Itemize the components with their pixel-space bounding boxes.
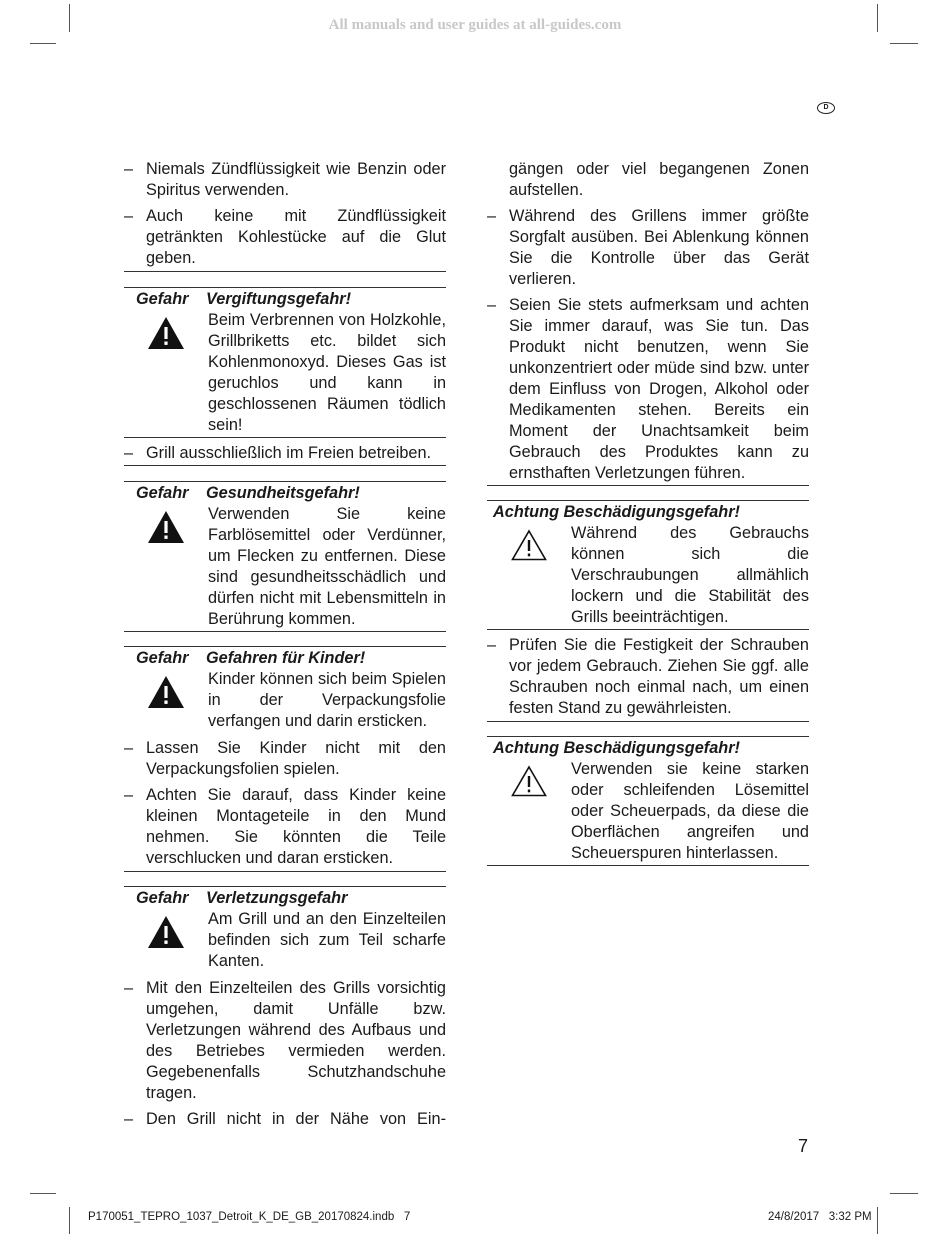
footer-file-name: P170051_TEPRO_1037_Detroit_K_DE_GB_20170824.indb 7	[88, 1211, 411, 1223]
caution-heading: Achtung Beschädigungsgefahr!	[493, 503, 740, 521]
divider	[487, 485, 809, 486]
caution-heading: Achtung Beschädigungsgefahr!	[493, 739, 740, 757]
dash: –	[487, 636, 497, 654]
divider	[124, 871, 446, 872]
list-item: – Während des Grillens immer größte Sorgfalt ausüben. Bei Ablenkung können Sie die Kontrolle über das Gerät verlieren.	[487, 207, 809, 288]
divider	[487, 721, 809, 722]
divider	[124, 271, 446, 272]
list-item: – Grill ausschließlich im Freien betreiben.	[124, 444, 432, 462]
dash: –	[124, 786, 134, 804]
dash: –	[124, 207, 134, 225]
warning-heading: Gefahr Gefahren für Kinder!	[136, 649, 366, 667]
dash: –	[124, 979, 134, 997]
list-item: – Den Grill nicht in der Nähe von Ein-	[124, 1110, 446, 1128]
divider	[124, 465, 446, 466]
warning-block-poisoning	[124, 287, 446, 438]
crop-mark	[890, 43, 918, 44]
caution-block-solvents	[487, 736, 809, 866]
danger-triangle-icon	[124, 909, 208, 972]
dash: –	[124, 739, 134, 757]
warning-block-children	[124, 646, 446, 733]
dash: –	[124, 444, 134, 462]
list-item: – Prüfen Sie die Festigkeit der Schrauben vor jedem Gebrauch. Ziehen Sie ggf. alle Schrauben noch einmal nach, um einen festen Stand zu gewährleisten.	[487, 636, 809, 717]
dash: –	[124, 1110, 134, 1128]
footer-date: 24/8/2017 3:32 PM	[768, 1211, 872, 1223]
right-column	[487, 159, 809, 871]
warning-block-health	[124, 480, 446, 632]
warning-heading: Gefahr Gesundheitsgefahr!	[136, 484, 360, 502]
crop-mark	[877, 1207, 878, 1234]
crop-mark	[30, 1193, 56, 1194]
left-column	[124, 159, 446, 1135]
watermark: All manuals and user guides at all-guides.com	[328, 17, 622, 33]
caution-triangle-icon	[487, 523, 571, 628]
language-badge: D	[817, 102, 835, 114]
list-item: – Lassen Sie Kinder nicht mit den Verpackungsfolien spielen.	[124, 739, 446, 778]
warning-text: Beim Verbrennen von Holzkohle, Grillbriketts etc. bildet sich Kohlenmonoxyd. Dieses Gas ist geruchlos und kann in geschlossenen Räumen tödlich sein!	[208, 311, 446, 434]
caution-text: Verwenden sie keine starken oder schleifenden Lösemittel oder Scheuerpads, da diese die Oberflächen angreifen und Scheuerspuren hinterlassen.	[571, 760, 809, 862]
danger-triangle-icon	[124, 310, 208, 436]
list-item: – Auch keine mit Zündflüssigkeit getränkten Kohlestücke auf die Glut geben.	[124, 207, 446, 267]
list-item: – Achten Sie darauf, dass Kinder keine kleinen Montageteile in den Mund nehmen. Sie könnten die Teile verschlucken und daran ersticken.	[124, 786, 446, 867]
list-item: – Seien Sie stets aufmerksam und achten Sie immer darauf, was Sie tun. Das Produkt nicht benutzen, wenn Sie unkonzentriert oder müde sind bzw. unter dem Einfluss von Drogen, Alkohol oder Medikamenten stehen. Bereits ein Moment der Unachtsamkeit beim Gebrauch des Produktes kann zu ernsthaften Verletzungen führen.	[487, 296, 809, 482]
caution-block-loosening	[487, 500, 809, 630]
danger-triangle-icon	[124, 504, 208, 630]
crop-mark	[30, 43, 56, 44]
dash: –	[124, 160, 134, 178]
list-item: – Mit den Einzelteilen des Grills vorsichtig umgehen, damit Unfälle bzw. Verletzungen während des Aufbaus und des Betriebes vermieden werden. Gegebenenfalls Schutzhandschuhe tragen.	[124, 979, 446, 1102]
warning-block-injury	[124, 886, 446, 973]
crop-mark	[69, 1207, 70, 1234]
warning-text: Am Grill und an den Einzelteilen befinden sich zum Teil scharfe Kanten.	[208, 910, 446, 970]
caution-triangle-icon	[487, 759, 571, 864]
page-number: 7	[798, 1136, 809, 1156]
warning-heading: Gefahr Vergiftungsgefahr!	[136, 290, 352, 308]
crop-mark	[890, 1193, 918, 1194]
dash: –	[487, 207, 497, 225]
warning-text: Kinder können sich beim Spielen in der Verpackungsfolie verfangen und darin ersticken.	[208, 670, 446, 730]
continuation-text: gängen oder viel begangenen Zonen aufstellen.	[509, 160, 809, 199]
danger-triangle-icon	[124, 669, 208, 732]
caution-text: Während des Gebrauchs können sich die Verschraubungen allmählich lockern und die Stabilität des Grills beeinträchtigen.	[571, 524, 809, 626]
divider	[124, 481, 446, 482]
list-item: – Niemals Zündflüssigkeit wie Benzin oder Spiritus verwenden.	[124, 160, 446, 199]
dash: –	[487, 296, 497, 314]
warning-text: Verwenden Sie keine Farblösemittel oder Verdünner, um Flecken zu entfernen. Diese sind gesundheitsschädlich und dürfen nicht mit Lebensmitteln in Berührung kommen.	[208, 505, 446, 628]
warning-heading: Gefahr Verletzungsgefahr	[136, 889, 348, 907]
